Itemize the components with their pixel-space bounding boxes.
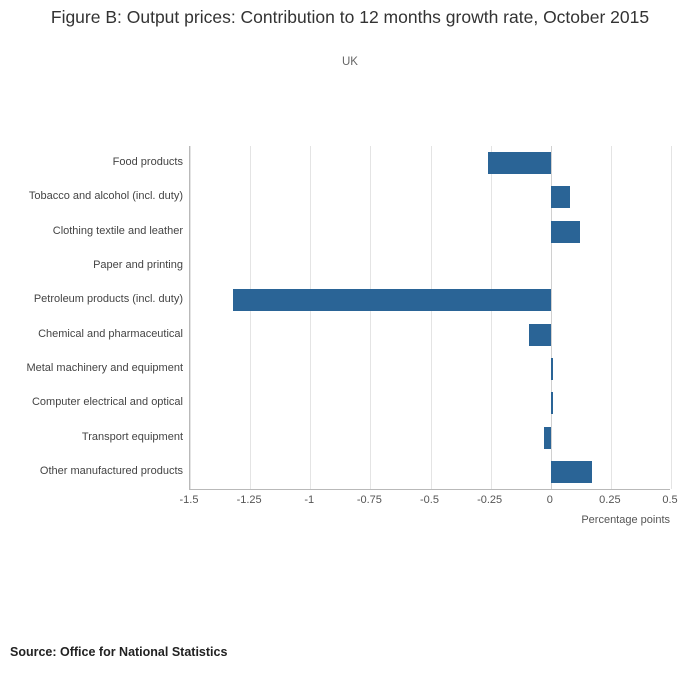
x-axis-tick-label: -1.5 <box>179 494 199 506</box>
category-label: Clothing textile and leather <box>52 224 183 237</box>
gridline <box>431 146 432 489</box>
x-axis-tick-label: -0.75 <box>356 494 382 506</box>
gridline <box>671 146 672 489</box>
x-axis-tick-label: 0 <box>546 494 553 506</box>
category-label: Petroleum products (incl. duty) <box>33 293 183 306</box>
x-axis-line <box>189 489 670 490</box>
gridline <box>491 146 492 489</box>
bar <box>551 358 553 380</box>
category-axis-labels <box>0 146 183 489</box>
source-note: Source: Office for National Statistics <box>10 645 228 659</box>
category-label: Metal machinery and equipment <box>26 361 183 374</box>
category-label: Tobacco and alcohol (incl. duty) <box>28 190 183 203</box>
gridline <box>190 146 191 489</box>
x-axis-tick-label: -0.25 <box>477 494 503 506</box>
gridline <box>250 146 251 489</box>
category-label: Chemical and pharmaceutical <box>38 327 183 340</box>
chart-title: Figure B: Output prices: Contribution to 12 months growth rate, October 2015 <box>50 7 650 27</box>
bar <box>488 152 551 174</box>
x-axis-tick-label: -0.5 <box>420 494 439 506</box>
chart-subtitle: UK <box>342 56 358 68</box>
gridline <box>611 146 612 489</box>
x-axis-title: Percentage points <box>581 514 670 526</box>
bar <box>551 461 592 483</box>
category-label: Transport equipment <box>81 430 183 443</box>
x-axis-tick-label: 0.5 <box>662 494 678 506</box>
category-label: Computer electrical and optical <box>31 396 183 409</box>
x-axis-tick-label: 0.25 <box>599 494 621 506</box>
gridline <box>310 146 311 489</box>
gridline <box>370 146 371 489</box>
plot-area <box>189 146 671 489</box>
bar <box>233 289 550 311</box>
bar <box>551 221 580 243</box>
x-axis-tick-label: -1 <box>304 494 315 506</box>
category-label: Other manufactured products <box>39 464 183 477</box>
bar <box>529 324 551 346</box>
bar <box>551 392 553 414</box>
category-label: Paper and printing <box>93 259 183 272</box>
bar <box>551 186 570 208</box>
x-axis-tick-label: -1.25 <box>236 494 262 506</box>
category-label: Food products <box>112 156 183 169</box>
bar <box>544 427 551 449</box>
